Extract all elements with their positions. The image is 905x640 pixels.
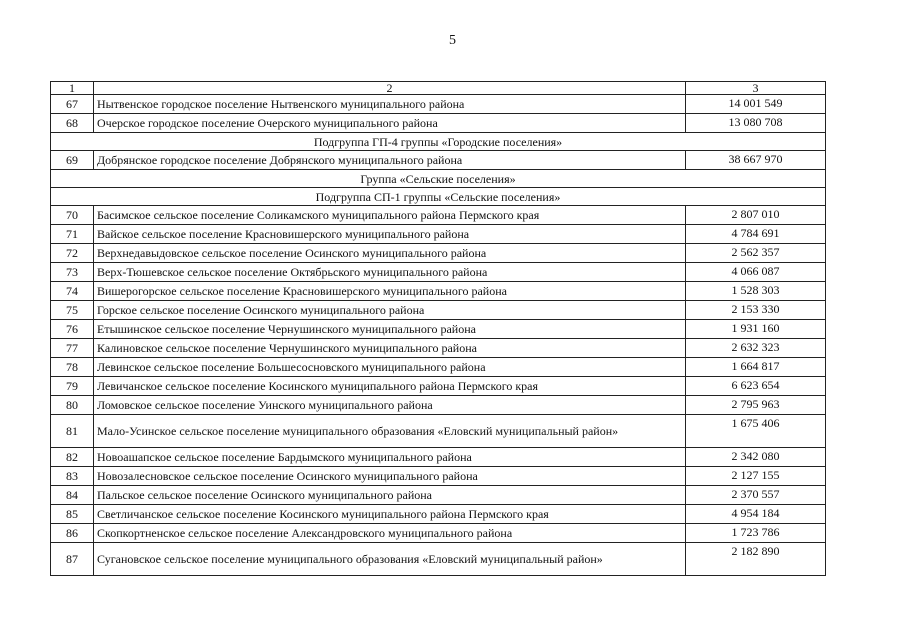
table-row [51,448,826,467]
settlement-name: Сугановское сельское поселение муниципального образования «Еловский муниципальный район» [94,543,686,576]
amount-value: 1 528 303 [686,282,826,301]
amount-value: 2 807 010 [686,206,826,225]
table-row [51,524,826,543]
amount-value: 2 370 557 [686,486,826,505]
settlement-name: Новозалесновское сельское поселение Осинского муниципального района [94,467,686,486]
amount-value: 2 795 963 [686,396,826,415]
table-row [51,301,826,320]
group-title: Подгруппа ГП-4 группы «Городские поселения» [51,133,826,151]
group-title: Группа «Сельские поселения» [51,170,826,188]
settlement-name: Калиновское сельское поселение Чернушинского муниципального района [94,339,686,358]
amount-value: 2 153 330 [686,301,826,320]
table-row [51,320,826,339]
settlement-name: Светличанское сельское поселение Косинского муниципального района Пермского края [94,505,686,524]
table-row [51,358,826,377]
table-row [51,244,826,263]
table-row [51,543,826,576]
amount-value: 4 954 184 [686,505,826,524]
row-number: 86 [51,524,94,543]
settlement-name: Левинское сельское поселение Большесосновского муниципального района [94,358,686,377]
row-number: 80 [51,396,94,415]
table-row [51,151,826,170]
amount-value: 1 664 817 [686,358,826,377]
header-cell-value: 3 [686,82,826,95]
settlement-name: Ломовское сельское поселение Уинского муниципального района [94,396,686,415]
header-cell-name: 2 [94,82,686,95]
table-row [51,282,826,301]
table-header-row [51,82,826,95]
amount-value: 2 342 080 [686,448,826,467]
group-header-row [51,170,826,188]
settlements-table [50,81,826,576]
settlement-name: Очерское городское поселение Очерского муниципального района [94,114,686,133]
row-number: 78 [51,358,94,377]
row-number: 85 [51,505,94,524]
row-number: 82 [51,448,94,467]
table-row [51,486,826,505]
table-row [51,415,826,448]
row-number: 73 [51,263,94,282]
amount-value: 2 182 890 [686,543,826,576]
table-row [51,377,826,396]
settlement-name: Верхнедавыдовское сельское поселение Осинского муниципального района [94,244,686,263]
row-number: 69 [51,151,94,170]
table-row [51,339,826,358]
row-number: 84 [51,486,94,505]
row-number: 75 [51,301,94,320]
table-row [51,505,826,524]
settlement-name: Новоашапское сельское поселение Бардымского муниципального района [94,448,686,467]
amount-value: 1 931 160 [686,320,826,339]
group-header-row [51,133,826,151]
table-row [51,467,826,486]
settlement-name: Скопкортненское сельское поселение Александровского муниципального района [94,524,686,543]
header-cell-num: 1 [51,82,94,95]
group-header-row [51,188,826,206]
amount-value: 2 562 357 [686,244,826,263]
amount-value: 1 675 406 [686,415,826,448]
table-row [51,225,826,244]
amount-value: 4 066 087 [686,263,826,282]
settlement-name: Етышинское сельское поселение Чернушинского муниципального района [94,320,686,339]
row-number: 74 [51,282,94,301]
page-number: 5 [449,33,456,48]
row-number: 72 [51,244,94,263]
table-row [51,263,826,282]
settlement-name: Добрянское городское поселение Добрянского муниципального района [94,151,686,170]
amount-value: 1 723 786 [686,524,826,543]
amount-value: 2 632 323 [686,339,826,358]
row-number: 83 [51,467,94,486]
row-number: 76 [51,320,94,339]
table-row [51,396,826,415]
table-row [51,95,826,114]
row-number: 77 [51,339,94,358]
amount-value: 14 001 549 [686,95,826,114]
row-number: 67 [51,95,94,114]
row-number: 71 [51,225,94,244]
settlement-name: Верх-Тюшевское сельское поселение Октябрьского муниципального района [94,263,686,282]
row-number: 87 [51,543,94,576]
table-row [51,206,826,225]
group-title: Подгруппа СП-1 группы «Сельские поселения» [51,188,826,206]
settlement-name: Нытвенское городское поселение Нытвенского муниципального района [94,95,686,114]
amount-value: 4 784 691 [686,225,826,244]
settlement-name: Горское сельское поселение Осинского муниципального района [94,301,686,320]
row-number: 70 [51,206,94,225]
settlement-name: Вишерогорское сельское поселение Красновишерского муниципального района [94,282,686,301]
amount-value: 2 127 155 [686,467,826,486]
settlement-name: Левичанское сельское поселение Косинского муниципального района Пермского края [94,377,686,396]
row-number: 68 [51,114,94,133]
settlement-name: Басимское сельское поселение Соликамского муниципального района Пермского края [94,206,686,225]
row-number: 81 [51,415,94,448]
settlement-name: Вайское сельское поселение Красновишерского муниципального района [94,225,686,244]
amount-value: 38 667 970 [686,151,826,170]
row-number: 79 [51,377,94,396]
settlement-name: Мало-Усинское сельское поселение муниципального образования «Еловский муниципальный район» [94,415,686,448]
settlement-name: Пальское сельское поселение Осинского муниципального района [94,486,686,505]
amount-value: 13 080 708 [686,114,826,133]
table-row [51,114,826,133]
amount-value: 6 623 654 [686,377,826,396]
